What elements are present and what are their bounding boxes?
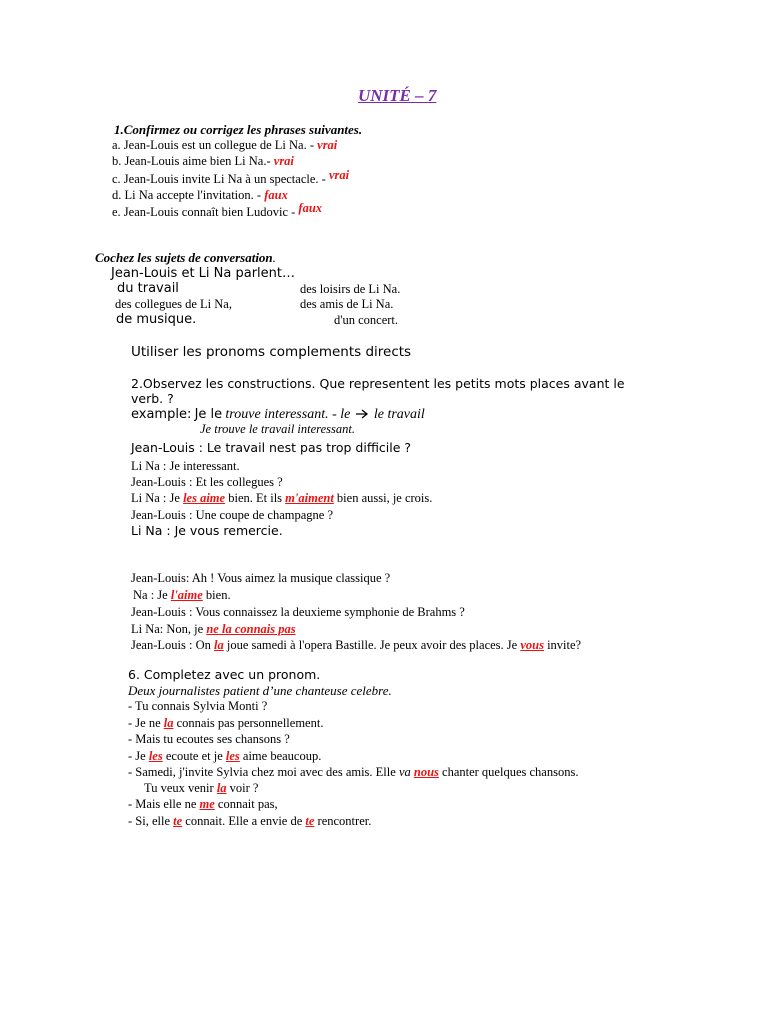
exercise-2-line1: 2.Observez les constructions. Que representent les petits mots places avant le [131,376,625,391]
ex6-line-8-mid: connait. Elle a envie de [182,814,303,828]
statement-c [112,168,350,187]
ex6-line-5-answer: nous [413,765,439,779]
ex6-line-6-end: voir ? [226,781,259,795]
ex6-line-4-start: - Je [128,749,146,763]
ex6-line-2 [128,716,323,731]
exercise-6-subtitle: Deux journalistes patient d’une chanteuse celebre. [128,683,392,698]
statement-b-text: b. Jean-Louis aime bien Li Na.- [112,154,271,168]
dialogue-4-answer-1: les aime [183,491,226,505]
ex6-line-5-end: chanter quelques chansons. [438,765,579,779]
music-line-4 [131,622,296,637]
example-line2: Je trouve le travail interessant. [200,422,355,436]
ex6-line-7-start: - Mais elle ne [128,797,197,811]
page-title: UNITÉ – 7 [358,86,437,105]
right-arrow-icon [356,409,369,419]
topic-concert: d'un concert. [334,313,399,327]
example-text: trouve interessant. - le [225,407,351,422]
ex6-line-8-answer-1: te [173,814,183,828]
music-line-5 [131,638,581,653]
dialogue-4-answer-2: m'aiment [285,491,334,505]
music-line-5-answer-2: vous [520,638,544,652]
music-line-3: Jean-Louis : Vous connaissez la deuxieme symphonie de Brahms ? [131,605,465,619]
music-line-5-end: invite? [543,638,582,652]
dialogue-4-start: Li Na : Je [131,491,180,505]
music-line-5-start: Jean-Louis : On [131,638,211,652]
statement-a [112,138,337,153]
statement-e-text: e. Jean-Louis connaît bien Ludovic - [112,205,296,219]
exercise-1-heading: 1.Confirmez ou corrigez les phrases suivantes. [114,122,363,137]
exercise-6-heading: 6. Completez avec un pronom. [128,667,321,682]
dialogue-4-mid: bien. Et ils [225,491,283,505]
ex6-line-2-start: - Je ne [128,716,161,730]
ex6-line-7-end: connait pas, [214,797,278,811]
statement-d [112,188,288,203]
ex6-line-8-answer-2: te [305,814,315,828]
statement-d-text: d. Li Na accepte l'invitation. - [112,188,262,202]
example-label: example: [131,407,192,422]
ex6-line-8 [128,814,371,829]
music-line-2-answer: l'aime [170,588,203,602]
ex6-line-1: - Tu connais Sylvia Monti ? [128,699,268,713]
music-line-2 [133,588,231,603]
ex6-line-8-end: rencontrer. [314,814,372,828]
ex6-line-5 [128,765,578,780]
ex6-line-4 [128,749,321,764]
statement-c-text: c. Jean-Louis invite Li Na à un spectacle. - [112,172,326,186]
statement-a-answer: vrai [317,138,338,152]
statement-e [112,201,323,220]
ex6-line-6 [144,781,258,796]
ex6-line-2-answer: la [163,716,174,730]
ex6-line-7 [128,797,278,812]
ex6-line-4-mid: ecoute et je [162,749,223,763]
ex6-line-4-end: aime beaucoup. [239,749,322,763]
music-line-4-start: Li Na: Non, je [131,622,204,636]
ex6-line-7-answer: me [199,797,215,811]
music-line-4-answer: ne la connais pas [206,622,296,636]
statement-a-text: a. Jean-Louis est un collegue de Li Na. - [112,138,315,152]
ex6-line-2-end: connais pas personnellement. [173,716,324,730]
dialogue-2: Li Na : Je interessant. [131,459,240,473]
dialogue-6: Li Na : Je vous remercie. [131,523,283,538]
statement-c-answer: vrai [328,168,350,182]
topic-work: du travail [117,281,179,296]
pronouns-heading: Utiliser les pronoms complements directs [131,344,412,360]
ex6-line-3: - Mais tu ecoutes ses chansons ? [128,732,290,746]
topic-music: de musique. [116,312,197,327]
ex6-line-5-va: va [398,765,411,779]
topic-colleagues: des collegues de Li Na, [115,297,232,311]
statement-d-answer: faux [264,188,288,202]
ex6-line-4-answer-2: les [225,749,240,763]
dialogue-4 [131,491,432,506]
music-line-5-answer-1: la [213,638,224,652]
dialogue-1: Jean-Louis : Le travail nest pas trop difficile ? [131,440,412,455]
statement-e-answer: faux [298,201,323,215]
ex6-line-6-start: Tu veux venir [144,781,214,795]
example-je: Je le [194,407,223,422]
conversation-heading: Cochez les sujets de conversation. [95,250,276,265]
topic-leisure: des loisirs de Li Na. [300,282,401,296]
music-line-5-mid: joue samedi à l'opera Bastille. Je peux avoir des places. Je [223,638,518,652]
example-line [131,406,425,422]
music-line-1: Jean-Louis: Ah ! Vous aimez la musique classique ? [131,571,391,585]
dialogue-3: Jean-Louis : Et les collegues ? [131,475,283,489]
statement-b-answer: vrai [273,154,294,168]
statement-b [112,154,294,169]
topic-friends: des amis de Li Na. [300,297,394,311]
music-line-2-start: Na : Je [133,588,168,602]
ex6-line-4-answer-1: les [148,749,163,763]
conversation-intro: Jean-Louis et Li Na parlent… [111,266,295,281]
example-result: le travail [373,407,425,422]
music-line-2-end: bien. [202,588,231,602]
ex6-line-8-start: - Si, elle [128,814,171,828]
ex6-line-6-answer: la [216,781,227,795]
exercise-2-line2: verb. ? [131,391,174,406]
dialogue-4-end: bien aussi, je crois. [333,491,433,505]
dialogue-5: Jean-Louis : Une coupe de champagne ? [131,508,334,522]
ex6-line-5-start: - Samedi, j'invite Sylvia chez moi avec des amis. Elle [128,765,396,779]
